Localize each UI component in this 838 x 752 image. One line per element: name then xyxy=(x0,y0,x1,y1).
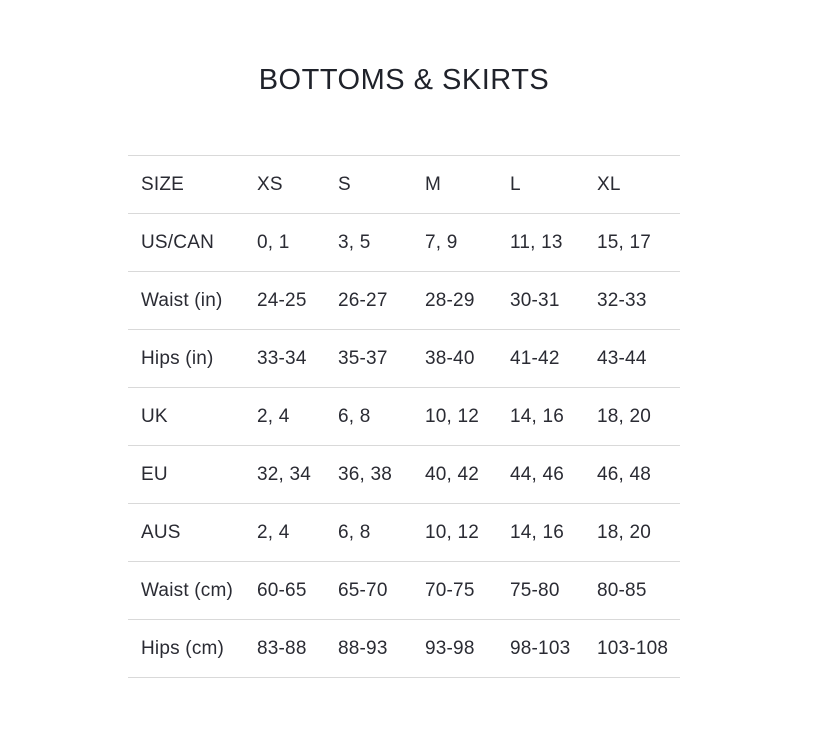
row-label: US/CAN xyxy=(128,214,244,272)
size-value-cell: 15, 17 xyxy=(584,214,680,272)
row-label: AUS xyxy=(128,504,244,562)
size-value-cell: 33-34 xyxy=(244,330,325,388)
size-value-cell: 6, 8 xyxy=(325,504,412,562)
size-value-cell: 98-103 xyxy=(497,620,584,678)
size-value-cell: 28-29 xyxy=(412,272,497,330)
table-row xyxy=(128,388,680,446)
size-value-cell: 88-93 xyxy=(325,620,412,678)
size-value-cell: 38-40 xyxy=(412,330,497,388)
size-value-cell: 2, 4 xyxy=(244,504,325,562)
size-value-cell: 24-25 xyxy=(244,272,325,330)
size-value-cell: 75-80 xyxy=(497,562,584,620)
size-value-cell: 43-44 xyxy=(584,330,680,388)
column-header: S xyxy=(325,156,412,214)
table-row xyxy=(128,214,680,272)
size-chart-table xyxy=(128,155,680,678)
row-label: UK xyxy=(128,388,244,446)
row-label: EU xyxy=(128,446,244,504)
table-row xyxy=(128,504,680,562)
column-header: SIZE xyxy=(128,156,244,214)
size-value-cell: 32, 34 xyxy=(244,446,325,504)
size-value-cell: 3, 5 xyxy=(325,214,412,272)
size-value-cell: 83-88 xyxy=(244,620,325,678)
size-value-cell: 40, 42 xyxy=(412,446,497,504)
size-value-cell: 11, 13 xyxy=(497,214,584,272)
table-row xyxy=(128,620,680,678)
row-label: Waist (in) xyxy=(128,272,244,330)
size-value-cell: 70-75 xyxy=(412,562,497,620)
size-value-cell: 41-42 xyxy=(497,330,584,388)
table-row xyxy=(128,330,680,388)
size-value-cell: 35-37 xyxy=(325,330,412,388)
size-value-cell: 18, 20 xyxy=(584,388,680,446)
size-value-cell: 36, 38 xyxy=(325,446,412,504)
table-row xyxy=(128,446,680,504)
row-label: Waist (cm) xyxy=(128,562,244,620)
column-header: XS xyxy=(244,156,325,214)
size-value-cell: 18, 20 xyxy=(584,504,680,562)
size-value-cell: 60-65 xyxy=(244,562,325,620)
size-value-cell: 10, 12 xyxy=(412,388,497,446)
size-value-cell: 30-31 xyxy=(497,272,584,330)
table-row xyxy=(128,272,680,330)
size-value-cell: 14, 16 xyxy=(497,504,584,562)
row-label: Hips (in) xyxy=(128,330,244,388)
size-value-cell: 7, 9 xyxy=(412,214,497,272)
size-value-cell: 103-108 xyxy=(584,620,680,678)
table-row xyxy=(128,562,680,620)
size-value-cell: 65-70 xyxy=(325,562,412,620)
header-row xyxy=(128,156,680,214)
page-title: BOTTOMS & SKIRTS xyxy=(258,64,550,96)
column-header: XL xyxy=(584,156,680,214)
size-value-cell: 44, 46 xyxy=(497,446,584,504)
column-header: M xyxy=(412,156,497,214)
size-value-cell: 46, 48 xyxy=(584,446,680,504)
size-value-cell: 0, 1 xyxy=(244,214,325,272)
size-value-cell: 14, 16 xyxy=(497,388,584,446)
size-value-cell: 10, 12 xyxy=(412,504,497,562)
size-value-cell: 80-85 xyxy=(584,562,680,620)
row-label: Hips (cm) xyxy=(128,620,244,678)
size-guide-section xyxy=(128,0,680,678)
size-value-cell: 6, 8 xyxy=(325,388,412,446)
size-value-cell: 2, 4 xyxy=(244,388,325,446)
size-value-cell: 26-27 xyxy=(325,272,412,330)
size-chart-body xyxy=(128,214,680,678)
column-header: L xyxy=(497,156,584,214)
size-value-cell: 32-33 xyxy=(584,272,680,330)
size-value-cell: 93-98 xyxy=(412,620,497,678)
